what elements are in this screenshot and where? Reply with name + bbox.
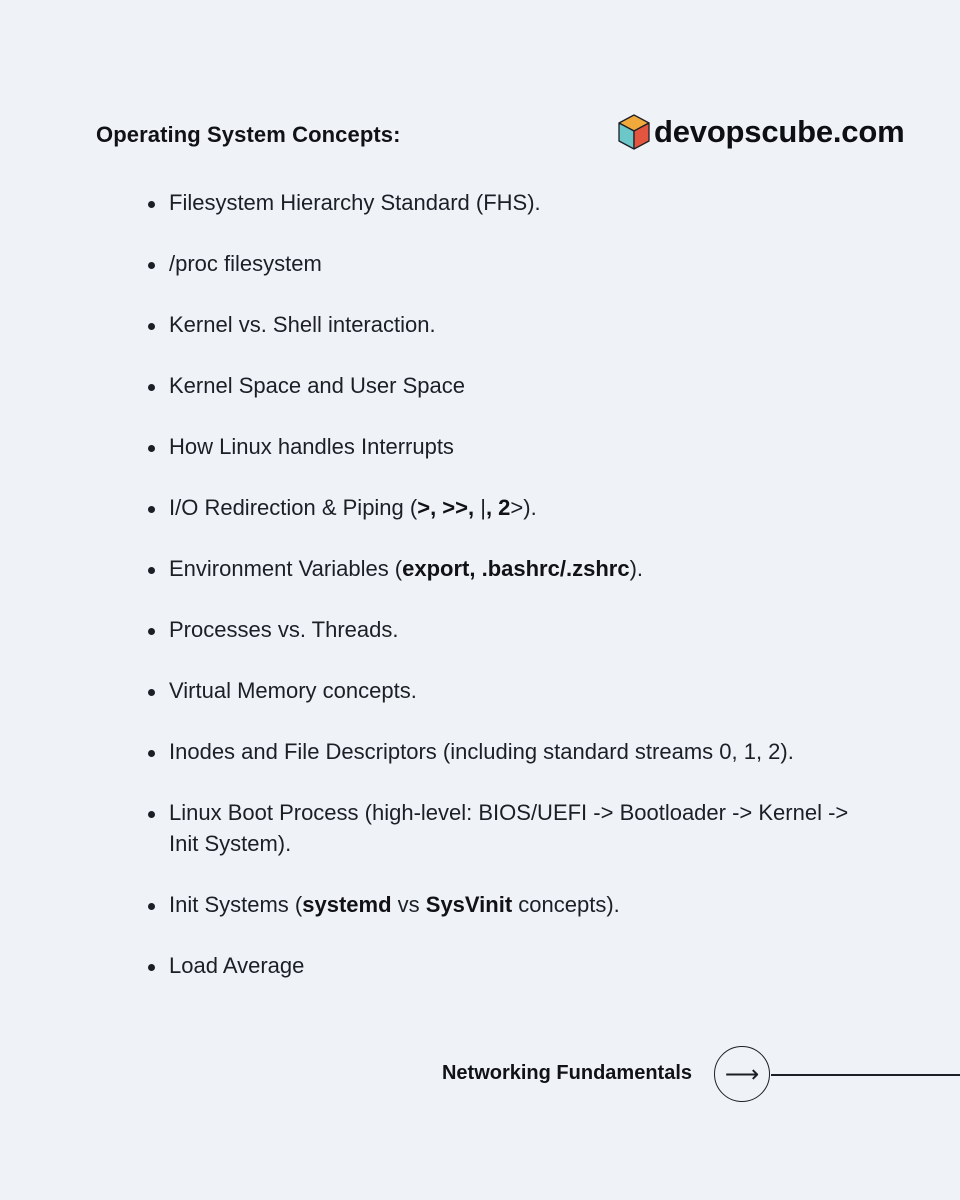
brand-logo [618,114,904,150]
list-item-bold-text: , 2 [485,495,511,520]
list-item-text: | [480,495,486,520]
list-item-text: Linux Boot Process (high-level: BIOS/UEFI -> Bootloader -> Kernel -> Init System). [169,800,849,856]
list-item [146,249,876,280]
list-item-text: Filesystem Hierarchy Standard (FHS). [169,190,541,215]
brand-name: devopscube.com [654,114,905,149]
list-item [146,310,876,341]
divider-line [771,1074,960,1076]
list-item-text: Kernel Space and User Space [169,373,465,398]
list-item-text: Processes vs. Threads. [169,617,399,642]
list-item-bold-text: export, .bashrc/.zshrc [402,556,630,581]
list-item [146,188,876,219]
list-item [146,737,876,768]
list-item-text: Load Average [169,952,305,978]
list-item-text: concepts). [512,891,620,917]
next-topic-label: Networking Fundamentals [441,1062,692,1084]
list-item [146,493,876,524]
list-item-bold-text: >, >>, [417,495,481,520]
list-item [146,890,876,921]
list-item-text: Virtual Memory concepts. [169,678,417,703]
cube-logo-icon [618,114,650,150]
list-item [146,432,876,463]
list-item [146,371,876,402]
concept-list [146,188,876,1012]
list-item-bold-text: systemd [302,891,392,917]
list-item-text: /proc filesystem [169,251,322,276]
next-button[interactable] [714,1046,770,1102]
list-item-text: How Linux handles Interrupts [169,434,454,459]
list-item [146,798,876,859]
list-item-text: ). [629,556,644,581]
list-item [146,951,876,982]
list-item-text: vs [391,891,426,917]
list-item-text: >). [510,495,537,520]
list-item [146,554,876,585]
list-item [146,676,876,707]
list-item-text: Environment Variables ( [169,556,403,581]
list-item-text: Init Systems ( [169,891,303,917]
list-item-text: Inodes and File Descriptors (including standard streams 0, 1, 2). [169,739,794,764]
list-item [146,615,876,646]
list-item-text: I/O Redirection & Piping ( [169,495,418,520]
list-item-bold-text: SysVinit [425,891,513,917]
list-item-text: Kernel vs. Shell interaction. [169,312,436,337]
page-heading: Operating System Concepts: [96,122,401,147]
arrow-right-icon: ⟶ [724,1060,760,1088]
